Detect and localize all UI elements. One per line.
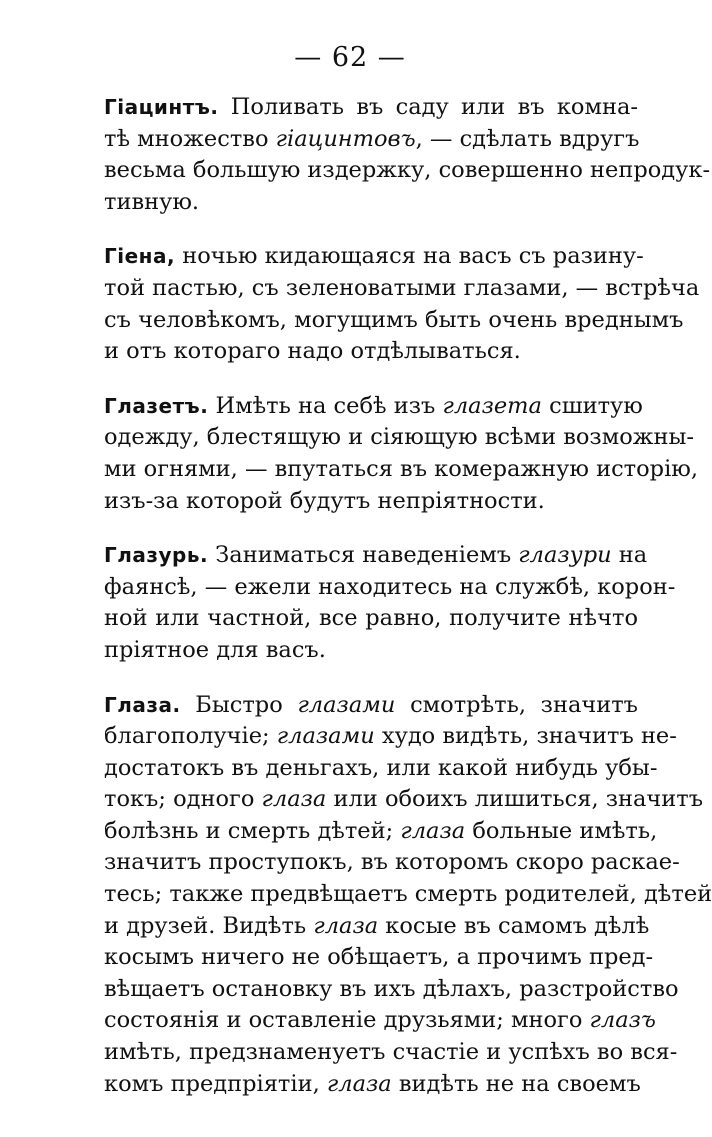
text-line xyxy=(104,187,638,219)
line-text: косымъ ничего не обѣщаетъ, а прочимъ пред- xyxy=(104,944,654,971)
italic-word: глаза xyxy=(261,786,327,813)
text-line xyxy=(104,911,650,943)
text-line xyxy=(104,942,654,974)
line-text: состоянія и оставленіе друзьями; много xyxy=(104,1007,590,1034)
text-line xyxy=(104,273,700,305)
line-text: болѣзнь и смерть дѣтей; xyxy=(104,817,401,844)
text-line xyxy=(104,572,676,604)
line-text: худо видѣть, значитъ не- xyxy=(374,723,677,750)
line-text: той пастью, съ зеленоватыми глазами, — встрѣча xyxy=(104,274,700,301)
text-line xyxy=(104,816,658,848)
line-text: больные имѣть, xyxy=(465,817,658,844)
line-text: и друзей. Видѣть xyxy=(104,912,314,939)
italic-word: глазами xyxy=(297,691,396,718)
line-text: и отъ котораго надо отдѣлываться. xyxy=(104,338,521,365)
dictionary-entry xyxy=(104,241,700,367)
line-text: съ человѣкомъ, могущимъ быть очень вреднымъ xyxy=(104,306,684,333)
line-text: комъ предпріятіи, xyxy=(104,1070,327,1097)
page-number: — 62 — xyxy=(294,42,406,73)
line-text: токъ; одного xyxy=(104,786,262,813)
line-text: значитъ проступокъ, въ которомъ скоро раскае- xyxy=(104,849,680,876)
italic-word: глазами xyxy=(276,723,375,750)
text-line xyxy=(104,305,684,337)
text-line xyxy=(104,454,699,486)
line-text: тѣ множество xyxy=(104,125,276,152)
text-line xyxy=(104,1037,678,1069)
line-text: ной или частной, все равно, получите нѣчто xyxy=(104,605,638,632)
text-line xyxy=(104,540,648,572)
line-text: благополучіе; xyxy=(104,723,277,750)
text-line xyxy=(104,1005,656,1037)
text-line xyxy=(104,241,644,273)
text-line xyxy=(104,92,638,124)
text-line xyxy=(104,879,712,911)
italic-word: глаза xyxy=(326,1070,392,1097)
text-line xyxy=(104,391,643,423)
italic-word: глаза xyxy=(400,817,466,844)
entry-headword: Гіена, xyxy=(104,244,176,269)
line-text: косые въ самомъ дѣлѣ xyxy=(378,912,650,939)
text-line xyxy=(104,784,704,816)
entry-headword: Гіацинтъ. xyxy=(104,95,219,119)
line-text: тивную. xyxy=(104,188,200,215)
italic-word: гіацинтовъ xyxy=(275,125,416,152)
text-line xyxy=(104,155,711,187)
line-text: , — сдѣлать вдругъ xyxy=(415,125,640,152)
dictionary-text xyxy=(104,92,712,1123)
line-text: одежду, блестящую и сіяющую всѣми возможны- xyxy=(104,424,694,451)
line-text: Заниматься наведеніемъ xyxy=(208,542,519,569)
text-line xyxy=(104,1069,641,1101)
line-text: Быстро xyxy=(180,691,298,718)
dictionary-entry xyxy=(104,690,712,1101)
entry-headword: Глазурь. xyxy=(104,543,209,568)
line-text: вѣщаетъ остановку въ ихъ дѣлахъ, разстройство xyxy=(104,975,679,1002)
italic-word: глаза xyxy=(313,912,379,939)
text-line xyxy=(104,635,638,667)
italic-word: глазъ xyxy=(589,1007,656,1034)
dictionary-entry xyxy=(104,391,699,517)
entry-headword: Глаза. xyxy=(104,692,181,717)
line-text: Имѣть на себѣ изъ xyxy=(208,392,443,419)
dictionary-entry xyxy=(104,540,676,666)
entry-headword: Глазетъ. xyxy=(104,393,209,418)
text-line xyxy=(104,847,680,879)
italic-word: глазури xyxy=(518,542,612,569)
line-text: достатокъ въ деньгахъ, или какой нибудь убы- xyxy=(104,754,658,781)
line-text: тесь; также предвѣщаетъ смерть родителей, дѣтей xyxy=(104,881,712,908)
line-text: ми огнями, — впутаться въ комеражную исторію, xyxy=(104,455,699,482)
line-text: имѣть, предзнаменуетъ счастіе и успѣхъ во вся- xyxy=(104,1039,678,1066)
line-text: видѣть не на своемъ xyxy=(391,1070,641,1097)
line-text: весьма большую издержку, совершенно непродук- xyxy=(104,157,711,184)
line-text: фаянсѣ, — ежели находитесь на службѣ, корон- xyxy=(104,573,676,600)
line-text: сшитую xyxy=(541,392,643,419)
line-text: на xyxy=(611,542,648,569)
line-text: изъ-за которой будутъ непріятности. xyxy=(104,487,545,514)
text-line xyxy=(104,486,638,518)
text-line xyxy=(104,690,638,722)
text-line xyxy=(104,721,677,753)
text-line xyxy=(104,974,679,1006)
dictionary-entry xyxy=(104,92,711,218)
text-line xyxy=(104,603,638,635)
line-text: или обоихъ лишиться, значитъ xyxy=(326,786,704,813)
text-line xyxy=(104,422,694,454)
line-text: пріятное для васъ. xyxy=(104,636,326,663)
italic-word: глазета xyxy=(442,392,542,419)
line-text: Поливать въ саду или въ комна- xyxy=(218,94,638,120)
text-line xyxy=(104,336,638,368)
line-text: ночью кидающаяся на васъ съ разину- xyxy=(175,243,644,270)
text-line xyxy=(104,124,638,156)
text-line xyxy=(104,753,658,785)
line-text: смотрѣть, значитъ xyxy=(395,691,638,718)
